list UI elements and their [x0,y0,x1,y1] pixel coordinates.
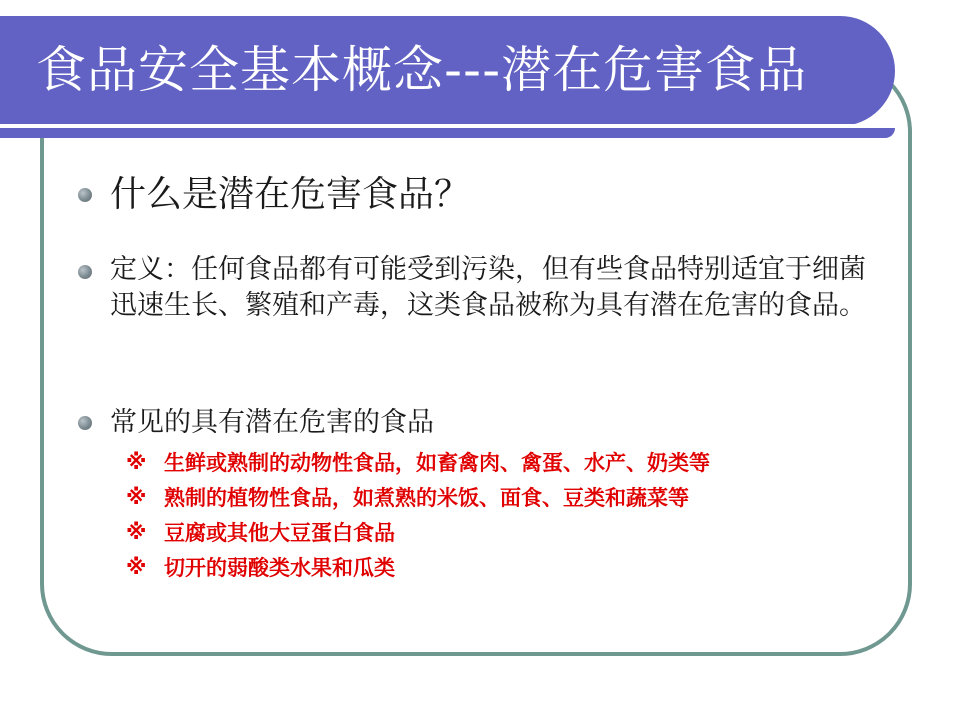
sub-item-text: 切开的弱酸类水果和瓜类 [164,555,395,580]
common-heading: 常见的具有潜在危害的食品 [110,407,434,438]
definition-text: 定义：任何食品都有可能受到污染，但有些食品特别适宜于细菌迅速生长、繁殖和产毒，这类食品被称为具有潜在危害的食品。 [110,254,866,321]
sub-item-list [126,444,710,584]
bullet-icon [78,265,92,279]
sub-item-text: 豆腐或其他大豆蛋白食品 [164,520,395,545]
sub-item [126,549,710,584]
sub-item [126,444,710,479]
title-band-bottom [0,128,895,138]
reference-mark-icon: ※ [126,519,147,544]
sub-item [126,514,710,549]
reference-mark-icon: ※ [126,484,147,509]
sub-item [126,479,710,514]
reference-mark-icon: ※ [126,449,147,474]
slide-title: 食品安全基本概念---潜在危害食品 [36,41,808,99]
sub-item-text: 生鲜或熟制的动物性食品，如畜禽肉、禽蛋、水产、奶类等 [164,450,710,475]
bullet-icon [78,416,92,430]
sub-item-text: 熟制的植物性食品，如煮熟的米饭、面食、豆类和蔬菜等 [164,485,689,510]
reference-mark-icon: ※ [126,554,147,579]
question-text: 什么是潜在危害食品？ [110,174,471,215]
bullet-icon [78,188,92,202]
